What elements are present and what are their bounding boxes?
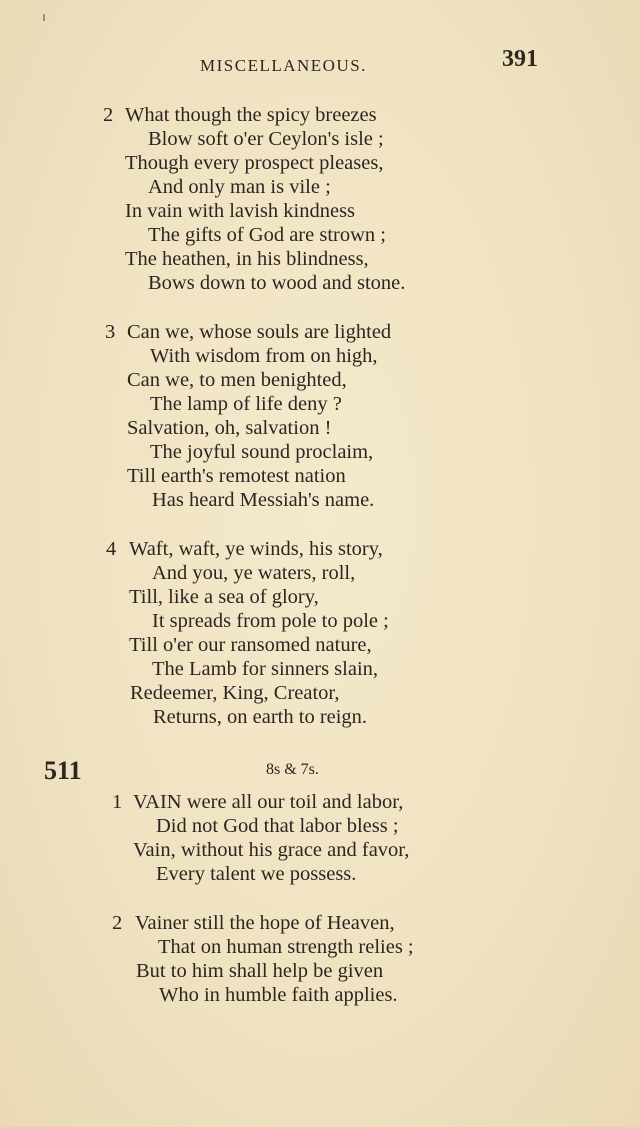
verse-line: Vainer still the hope of Heaven,	[135, 912, 395, 934]
verse-line: Though every prospect pleases,	[125, 152, 384, 174]
page-number: 391	[502, 46, 538, 72]
verse-line: That on human strength relies ;	[158, 936, 414, 958]
verse-line: And only man is vile ;	[148, 176, 331, 198]
verse-line: The joyful sound proclaim,	[150, 441, 374, 463]
stanza-number: 1	[112, 791, 123, 813]
hymn-meter: 8s & 7s.	[266, 761, 319, 778]
verse-line: Redeemer, King, Creator,	[130, 682, 340, 704]
stanza-number: 2	[112, 912, 123, 934]
verse-line: The Lamb for sinners slain,	[152, 658, 379, 680]
verse-line: What though the spicy breezes	[125, 104, 377, 126]
verse-line: Every talent we possess.	[156, 863, 357, 885]
verse-line: And you, ye waters, roll,	[152, 562, 356, 584]
verse-line: The gifts of God are strown ;	[148, 224, 386, 246]
verse-line: Vain, without his grace and favor,	[133, 839, 410, 861]
verse-line: Blow soft o'er Ceylon's isle ;	[148, 128, 384, 150]
verse-line: Who in humble faith applies.	[159, 984, 398, 1006]
stanza-number: 2	[103, 104, 114, 126]
print-mark	[43, 14, 45, 21]
verse-line: VAIN were all our toil and labor,	[133, 791, 404, 813]
verse-line: Can we, to men benighted,	[127, 369, 347, 391]
verse-line: But to him shall help be given	[136, 960, 384, 982]
hymn-number: 511	[44, 756, 82, 785]
verse-line: In vain with lavish kindness	[125, 200, 356, 222]
running-title: MISCELLANEOUS.	[200, 56, 367, 75]
verse-line: Waft, waft, ye winds, his story,	[129, 538, 383, 560]
verse-line: The lamp of life deny ?	[150, 393, 342, 415]
verse-line: It spreads from pole to pole ;	[152, 610, 389, 632]
verse-line: Salvation, oh, salvation !	[127, 417, 332, 439]
stanza-number: 4	[106, 538, 117, 560]
verse-line: Can we, whose souls are lighted	[127, 321, 392, 343]
verse-line: Till o'er our ransomed nature,	[129, 634, 372, 656]
verse-line: Has heard Messiah's name.	[152, 489, 375, 511]
verse-line: Did not God that labor bless ;	[156, 815, 399, 837]
verse-line: Returns, on earth to reign.	[153, 706, 368, 728]
verse-line: Till, like a sea of glory,	[129, 586, 319, 608]
verse-line: With wisdom from on high,	[150, 345, 378, 367]
verse-line: Till earth's remotest nation	[127, 465, 346, 487]
stanza-number: 3	[105, 321, 116, 343]
verse-line: Bows down to wood and stone.	[148, 272, 406, 294]
verse-line: The heathen, in his blindness,	[125, 248, 369, 270]
